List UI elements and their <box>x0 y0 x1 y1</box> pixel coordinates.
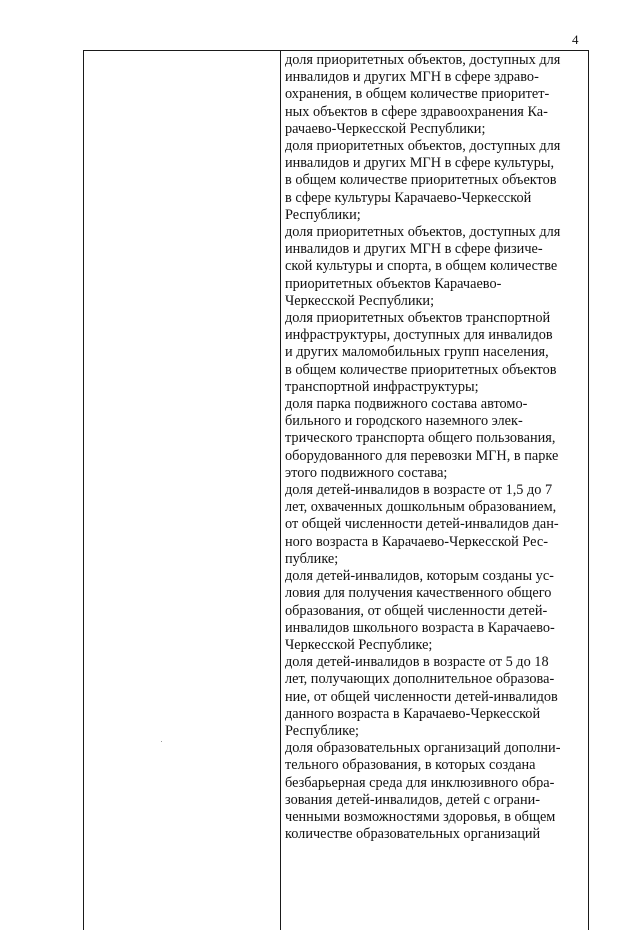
indicator-item: доля образовательных организаций дополни- тельного образования, в которых создана безбарьерная среда для инклюзивного обра- зования детей-инвалидов, детей с ограни- ченными возможностями здоровья, в общем количестве образовательных организаций <box>285 740 561 843</box>
indicator-item: доля парка подвижного состава автомо- бильного и городского наземного элек- трического транспорта общего пользования, оборудованного для перевозки МГН, в парке этого подвижного состава; <box>285 396 559 481</box>
indicators-list <box>285 52 585 843</box>
indicator-item: доля приоритетных объектов транспортной инфраструктуры, доступных для инвалидов и других маломобильных групп населения, в общем количестве приоритетных объектов транспортной инфраструктуры; <box>285 310 557 395</box>
column-divider <box>280 50 281 930</box>
indicator-item: доля приоритетных объектов, доступных для инвалидов и других МГН в сфере культуры, в общем количестве приоритетных объектов в сфере культуры Карачаево-Черкесской Республики; <box>285 138 561 223</box>
indicator-item: доля детей-инвалидов в возрасте от 5 до 18 лет, получающих дополнительное образова- ние, от общей численности детей-инвалидов данного возраста в Карачаево-Черкесской Республике; <box>285 654 558 739</box>
indicator-item: доля детей-инвалидов в возрасте от 1,5 до 7 лет, охваченных дошкольным образованием, от общей численности детей-инвалидов дан- ного возраста в Карачаево-Черкесской Рес- публике; <box>285 482 559 567</box>
scan-artifact <box>161 741 162 742</box>
indicator-item: доля приоритетных объектов, доступных для инвалидов и других МГН в сфере физиче- ской культуры и спорта, в общем количестве приоритетных объектов Карачаево- Черкесской Республики; <box>285 224 561 309</box>
indicator-item: доля приоритетных объектов, доступных для инвалидов и других МГН в сфере здраво- охранения, в общем количестве приоритет- ных объектов в сфере здравоохранения Ка- рачаево-Черкесской Республики; <box>285 52 561 137</box>
page-number: 4 <box>572 32 579 47</box>
indicator-item: доля детей-инвалидов, которым созданы ус- ловия для получения качественного общего образования, от общей численности детей- инвалидов школьного возраста в Карачаево- Черкесской Республике; <box>285 568 555 653</box>
